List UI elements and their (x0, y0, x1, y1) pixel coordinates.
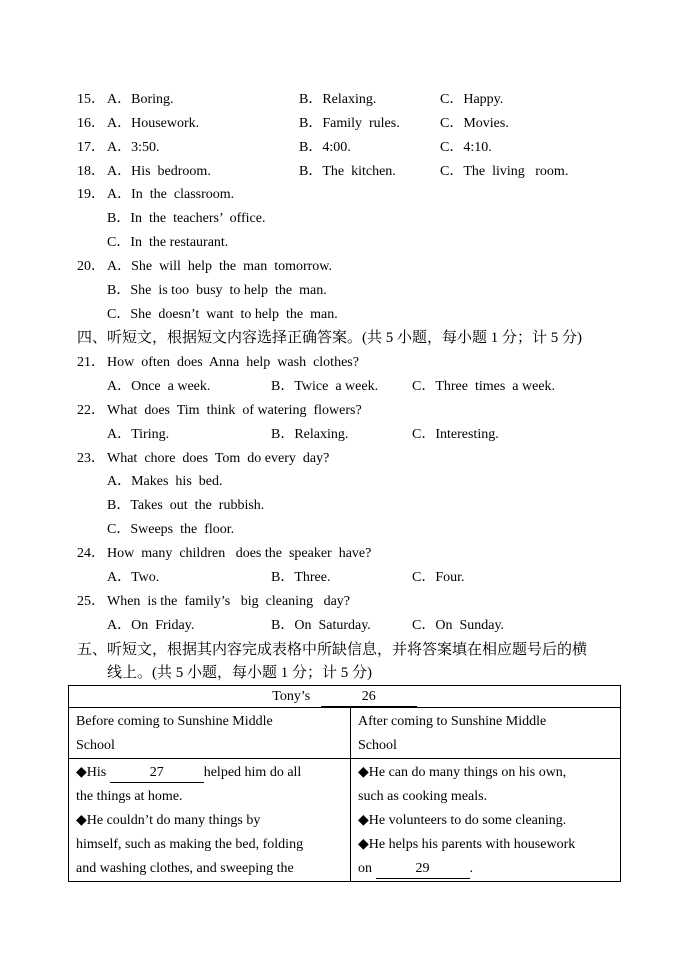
after-line-5-start: on (358, 861, 372, 876)
option-a: A．On Friday. (107, 618, 195, 633)
option-c: C．She doesn’t want to help the man. (107, 307, 338, 322)
option-a: A．Housework. (107, 116, 200, 131)
option-c: C．Sweeps the floor. (107, 522, 235, 537)
column-header-before-line1: Before coming to Sunshine Middle (76, 714, 273, 729)
option-c: C．Movies. (440, 116, 509, 131)
section-4-heading: 四、听短文，根据短文内容选择正确答案。(共 5 小题，每小题 1 分；计 5 分) (77, 330, 582, 346)
question-number: 22． (77, 403, 105, 418)
option-c: C．Happy. (440, 92, 504, 107)
question-text: How often does Anna help wash clothes? (107, 355, 359, 370)
after-line-5 (358, 857, 614, 881)
option-b: B．Relaxing. (299, 92, 377, 107)
option-c: C．In the restaurant. (107, 235, 229, 250)
question-number: 19． (77, 187, 105, 202)
before-line-1-end: helped him do all (203, 765, 302, 780)
option-b: B．Three. (271, 570, 331, 585)
blank-29-number: 29 (415, 861, 430, 876)
option-a: A．His bedroom. (107, 164, 211, 179)
option-c: C．Three times a week. (412, 379, 556, 394)
question-number: 18． (77, 164, 105, 179)
option-b: B．She is too busy to help the man. (107, 283, 327, 298)
tony-table (68, 685, 621, 882)
question-number: 15． (77, 92, 105, 107)
question-number: 21． (77, 355, 105, 370)
option-c: C．Four. (412, 570, 465, 585)
question-number: 23． (77, 451, 105, 466)
after-content-cell (351, 759, 621, 882)
blank-27-number: 27 (149, 765, 164, 780)
option-a: A．Tiring. (107, 427, 170, 442)
column-header-after-line2: School (358, 738, 397, 753)
question-number: 17． (77, 140, 105, 155)
before-line-2: the things at home. (76, 789, 183, 804)
option-b: B．Family rules. (299, 116, 400, 131)
option-c: C．On Sunday. (412, 618, 505, 633)
column-header-before (69, 708, 351, 759)
before-line-4: himself, such as making the bed, folding (76, 837, 304, 852)
option-b: B．On Saturday. (271, 618, 371, 633)
option-c: C．Interesting. (412, 427, 499, 442)
question-number: 24． (77, 546, 105, 561)
after-line-4: ◆He helps his parents with housework (358, 837, 576, 852)
blank-26-number: 26 (361, 689, 376, 704)
option-a: A．Makes his bed. (107, 474, 223, 489)
option-a: A．Boring. (107, 92, 174, 107)
section-5-heading: 五、听短文，根据其内容完成表格中所缺信息，并将答案填在相应题号后的横 (77, 642, 588, 658)
option-b: B．In the teachers’ office. (107, 211, 266, 226)
question-text: How many children does the speaker have? (107, 546, 372, 561)
question-text: When is the family’s big cleaning day? (107, 594, 350, 609)
option-a: A．In the classroom. (107, 187, 235, 202)
after-line-2: such as cooking meals. (358, 789, 488, 804)
table-title-prefix: Tony’s (272, 689, 311, 704)
question-number: 20． (77, 259, 105, 274)
section-5-heading-continued: 线上。(共 5 小题，每小题 1 分；计 5 分) (107, 665, 372, 681)
option-c: C．The living room. (440, 164, 569, 179)
after-line-3: ◆He volunteers to do some cleaning. (358, 813, 567, 828)
option-a: A．Two. (107, 570, 160, 585)
question-number: 16． (77, 116, 105, 131)
question-text: What does Tim think of watering flowers? (107, 403, 362, 418)
option-b: B．The kitchen. (299, 164, 396, 179)
before-line-1 (76, 761, 344, 785)
option-b: B．Takes out the rubbish. (107, 498, 265, 513)
option-c: C．4:10. (440, 140, 492, 155)
blank-26[interactable] (321, 689, 417, 707)
option-b: B．4:00. (299, 140, 351, 155)
blank-27[interactable] (110, 765, 204, 783)
option-a: A．Once a week. (107, 379, 211, 394)
column-header-before-line2: School (76, 738, 115, 753)
before-line-1-start: ◆His (76, 765, 107, 780)
after-line-1: ◆He can do many things on his own, (358, 765, 567, 780)
question-number: 25． (77, 594, 105, 609)
before-line-3: ◆He couldn’t do many things by (76, 813, 261, 828)
before-content-cell (69, 759, 351, 882)
question-text: What chore does Tom do every day? (107, 451, 330, 466)
option-b: B．Twice a week. (271, 379, 379, 394)
before-line-5: and washing clothes, and sweeping the (76, 861, 294, 876)
table-title (69, 686, 621, 708)
blank-29[interactable] (376, 861, 470, 879)
after-line-5-end: . (469, 861, 473, 876)
option-b: B．Relaxing. (271, 427, 349, 442)
option-a: A．She will help the man tomorrow. (107, 259, 333, 274)
column-header-after (351, 708, 621, 759)
option-a: A．3:50. (107, 140, 160, 155)
column-header-after-line1: After coming to Sunshine Middle (358, 714, 547, 729)
